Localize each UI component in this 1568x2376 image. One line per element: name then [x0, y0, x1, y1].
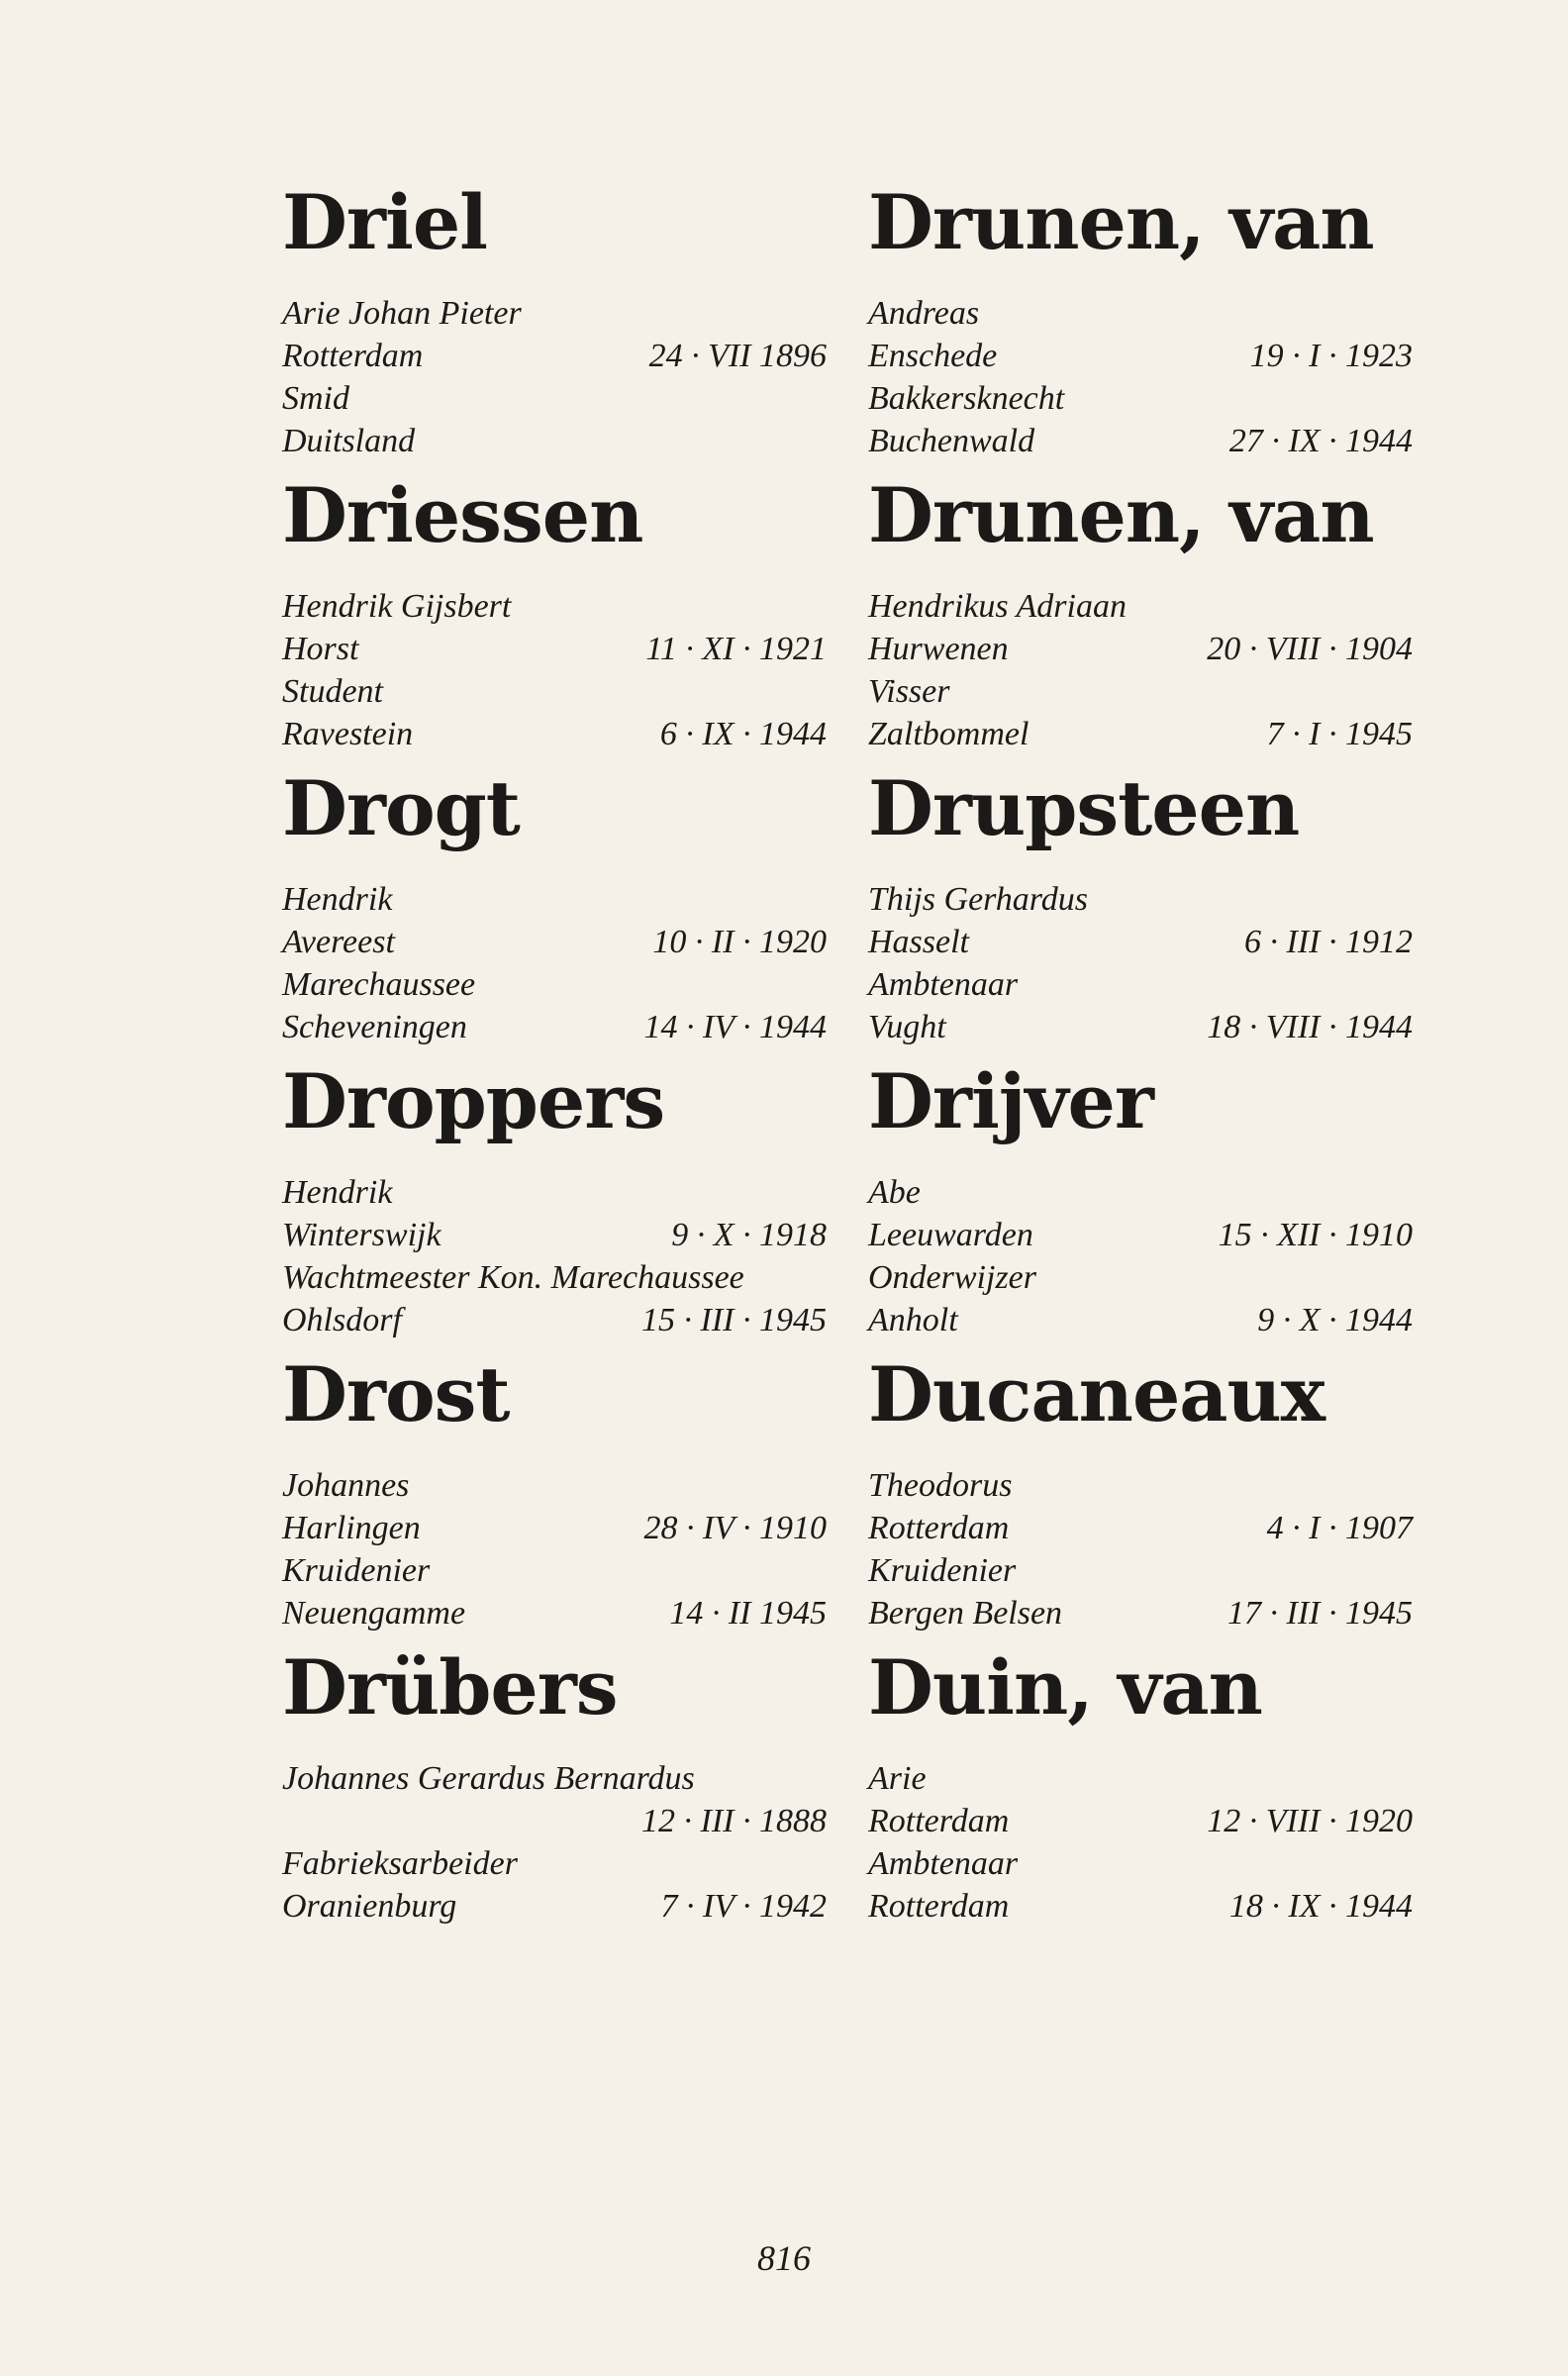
death-date: 6 · IX · 1944 [659, 716, 827, 752]
entry [282, 1345, 827, 1638]
entry [868, 1638, 1413, 1931]
entry [868, 1052, 1413, 1345]
surname-heading: Duin, van [868, 1643, 1262, 1732]
surname-heading: Drost [282, 1350, 510, 1438]
birthplace: Rotterdam [868, 1803, 1010, 1839]
death-line [868, 713, 1413, 755]
entry [868, 1345, 1413, 1638]
death-date: 9 · X · 1944 [1257, 1302, 1413, 1338]
death-place: Duitsland [282, 423, 416, 459]
death-line [282, 1885, 827, 1928]
entry [282, 1052, 827, 1345]
given-names: Arie [868, 1760, 927, 1797]
birth-date: 19 · I · 1923 [1249, 338, 1413, 374]
page-number: 816 [757, 2238, 811, 2278]
birth-date: 9 · X · 1918 [671, 1217, 827, 1253]
birthplace: Harlingen [282, 1510, 421, 1546]
surname-heading: Driel [282, 178, 488, 266]
birthplace: Rotterdam [282, 338, 424, 374]
occupation: Visser [868, 673, 950, 710]
birth-date: 20 · VIII · 1904 [1207, 631, 1413, 667]
birthplace: Avereest [282, 924, 395, 960]
death-place: Bergen Belsen [868, 1595, 1063, 1632]
occupation: Kruidenier [282, 1552, 431, 1589]
entry [868, 466, 1413, 759]
entry [282, 1638, 827, 1931]
entry [282, 466, 827, 759]
birth-line [282, 628, 827, 670]
death-date: 27 · IX · 1944 [1228, 423, 1413, 459]
surname-heading: Ducaneaux [868, 1350, 1325, 1438]
birth-date: 12 · VIII · 1920 [1207, 1803, 1413, 1839]
occupation: Wachtmeester Kon. Marechaussee [282, 1259, 744, 1296]
entry [868, 759, 1413, 1052]
death-date: 14 · IV · 1944 [643, 1009, 827, 1045]
birth-date: 24 · VII 1896 [648, 338, 827, 374]
occupation: Smid [282, 380, 349, 417]
birth-line [868, 921, 1413, 963]
birth-line [868, 628, 1413, 670]
death-line [868, 420, 1413, 462]
death-place: Zaltbommel [868, 716, 1029, 752]
death-line [868, 1299, 1413, 1341]
occupation: Bakkersknecht [868, 380, 1065, 417]
birth-date: 28 · IV · 1910 [643, 1510, 827, 1546]
birth-line [282, 921, 827, 963]
birthplace: Enschede [868, 338, 998, 374]
occupation: Kruidenier [868, 1552, 1017, 1589]
entry [868, 173, 1413, 466]
death-line [868, 1592, 1413, 1634]
birth-line [282, 335, 827, 377]
death-date: 18 · IX · 1944 [1228, 1888, 1413, 1925]
death-date: 7 · I · 1945 [1266, 716, 1413, 752]
surname-heading: Drübers [282, 1643, 618, 1732]
given-names: Arie Johan Pieter [282, 295, 522, 332]
birth-line [282, 1214, 827, 1256]
given-names: Andreas [868, 295, 980, 332]
death-place: Rotterdam [868, 1888, 1010, 1925]
surname-heading: Drunen, van [868, 471, 1374, 559]
surname-heading: Drunen, van [868, 178, 1374, 266]
birthplace: Leeuwarden [868, 1217, 1033, 1253]
death-place: Ravestein [282, 716, 414, 752]
birth-line [868, 335, 1413, 377]
birth-date: 10 · II · 1920 [652, 924, 827, 960]
death-line [868, 1885, 1413, 1928]
birth-date: 11 · XI · 1921 [645, 631, 827, 667]
death-date: 17 · III · 1945 [1227, 1595, 1413, 1632]
death-line [282, 1006, 827, 1048]
birth-line [282, 1800, 827, 1842]
death-date: 7 · IV · 1942 [660, 1888, 827, 1925]
death-date: 14 · II 1945 [669, 1595, 827, 1632]
given-names: Thijs Gerhardus [868, 881, 1088, 918]
given-names: Hendrik [282, 1174, 393, 1211]
occupation: Marechaussee [282, 966, 476, 1003]
left-column [282, 173, 827, 1931]
surname-heading: Drogt [282, 764, 520, 852]
entry [282, 759, 827, 1052]
death-place: Buchenwald [868, 423, 1035, 459]
death-place: Ohlsdorf [282, 1302, 402, 1338]
given-names: Johannes [282, 1467, 410, 1504]
occupation: Student [282, 673, 383, 710]
death-line [282, 420, 827, 462]
death-date: 15 · III · 1945 [641, 1302, 827, 1338]
surname-heading: Driessen [282, 471, 643, 559]
surname-heading: Drijver [868, 1057, 1153, 1145]
death-line [282, 1592, 827, 1634]
death-place: Neuengamme [282, 1595, 466, 1632]
birth-date: 4 · I · 1907 [1266, 1510, 1413, 1546]
death-place: Anholt [868, 1302, 958, 1338]
death-place: Vught [868, 1009, 946, 1045]
birthplace: Hasselt [868, 924, 969, 960]
death-date: 18 · VIII · 1944 [1207, 1009, 1413, 1045]
given-names: Hendrik [282, 881, 393, 918]
occupation: Onderwijzer [868, 1259, 1036, 1296]
death-place: Scheveningen [282, 1009, 467, 1045]
given-names: Abe [868, 1174, 921, 1211]
death-line [282, 713, 827, 755]
entry [282, 173, 827, 466]
birthplace: Winterswijk [282, 1217, 441, 1253]
birthplace: Rotterdam [868, 1510, 1010, 1546]
occupation: Ambtenaar [868, 966, 1019, 1003]
birth-line [282, 1507, 827, 1549]
given-names: Theodorus [868, 1467, 1013, 1504]
given-names: Hendrik Gijsbert [282, 588, 512, 625]
birth-date: 15 · XII · 1910 [1218, 1217, 1413, 1253]
death-line [282, 1299, 827, 1341]
birth-line [868, 1214, 1413, 1256]
given-names: Johannes Gerardus Bernardus [282, 1760, 695, 1797]
birth-line [868, 1800, 1413, 1842]
death-line [868, 1006, 1413, 1048]
occupation: Fabrieksarbeider [282, 1845, 518, 1882]
death-place: Oranienburg [282, 1888, 457, 1925]
right-column [868, 173, 1413, 1931]
occupation: Ambtenaar [868, 1845, 1019, 1882]
birth-line [868, 1507, 1413, 1549]
birth-date: 12 · III · 1888 [641, 1803, 827, 1839]
birth-date: 6 · III · 1912 [1244, 924, 1413, 960]
given-names: Hendrikus Adriaan [868, 588, 1127, 625]
birthplace: Horst [282, 631, 359, 667]
surname-heading: Drupsteen [868, 764, 1300, 852]
birthplace: Hurwenen [868, 631, 1009, 667]
surname-heading: Droppers [282, 1057, 665, 1145]
